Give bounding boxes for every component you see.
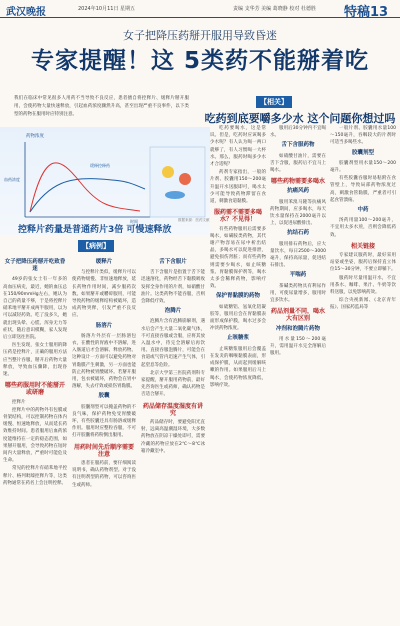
section-heading: 药品储存温度湿度有讲究 bbox=[142, 402, 203, 417]
pill-2 bbox=[179, 173, 191, 185]
body-paragraph: 汤药用量100～200毫升，不宜用太多水煎，否则会降低药效。 bbox=[330, 218, 396, 238]
section-heading: 哪些药物需要多喝水 bbox=[270, 178, 325, 186]
body-paragraph: 舌下含服片是指置于舌下能迅速溶化，药物经舌下黏膜吸收发挥全身作用的片剂，如硝酸甘油片。这类药物不能吞服，否则会降低疗效。 bbox=[141, 270, 205, 305]
body-paragraph: 药剂专家指出，一般的片剂、胶囊用150～200毫升温开水送服即可，喝水太少可能导致药物滞留在食道，刺激食道黏膜。 bbox=[210, 170, 266, 205]
subheading: 胶囊 bbox=[98, 393, 110, 400]
chart-top-label: 药物浓度 bbox=[26, 134, 44, 139]
body-paragraph: 服用后30分钟内不宜喝水。 bbox=[270, 126, 326, 139]
capsule-pill bbox=[165, 191, 185, 199]
case-tag: 【病例】 bbox=[78, 240, 114, 252]
section-heading: 相关链接 bbox=[350, 242, 375, 250]
body-paragraph: 胶囊剂型可以掩盖药物的不良气味，保护药物免受胃酸破坏，有些胶囊还具有肠溶或缓释作用。服用时应整粒吞服，不可打开胶囊将药粉倒出服用。 bbox=[72, 404, 136, 439]
body-paragraph: 49岁的张女士有一年多的高血压病史，最近，她的血压总在150/90mmHg左右，她认为自己的药量不够，于是将控释片硝苯地平掰开成两半服用，以为可以减轻药效。吃了没多久，她就出现头晕、心慌、浑身无力等症状，随后意识模糊，家人发现后立即送往医院。 bbox=[3, 277, 67, 341]
section-heading: 用药时间先后顺序需要注意 bbox=[73, 443, 134, 458]
column-5 bbox=[270, 125, 326, 621]
subheading: 女子把降压药掰开吃致昏迷 bbox=[4, 259, 66, 273]
body-paragraph: 服用苯溴马隆等抗痛风药物期间，应多喝水，每天饮水量保持在2000毫升以上，以促进尿酸排出。 bbox=[270, 199, 326, 227]
subheading: 平喘药 bbox=[289, 272, 307, 279]
column-1 bbox=[3, 256, 67, 621]
body-paragraph: 控释片中的药物外有包膜或骨架结构，可以控制药物在体内缓慢、恒速地释放，从而延长药效维持时间。患者服用后血药浓度能维持在一定的稳态范围，如果掰开服用，会导致药物在短时间内大量释放，严重时可能危及生命。 bbox=[3, 407, 67, 464]
editors-credit: 责编 支华芳 美编 葛晓静 校对 杜德胜 bbox=[233, 6, 316, 12]
body-paragraph: 服用排石药物后，应大量饮水，每日2500～3000毫升，保持高尿量，促进结石排出。 bbox=[270, 241, 326, 269]
column-2 bbox=[72, 256, 136, 621]
subheading: 冲剂和泡腾片药物 bbox=[275, 325, 320, 332]
chart-source: 数据来源：医药文献 bbox=[178, 218, 210, 222]
section-label: 特稿13 bbox=[344, 5, 389, 20]
subheading: 舌下含服药物 bbox=[281, 142, 315, 149]
body-paragraph: 控释片 bbox=[12, 399, 26, 405]
masthead bbox=[0, 0, 400, 18]
section-heading: 哪些药服用时不能掰开或研磨 bbox=[4, 382, 65, 397]
body-paragraph: 茶碱类药物具有利尿作用，可使尿量增多，服用时宜多饮水。 bbox=[270, 283, 326, 304]
controlled-release-curve bbox=[30, 179, 145, 212]
body-paragraph: 如硝酸甘油片，需要在舌下含服，服药后不宜马上喝水。 bbox=[270, 153, 326, 174]
section-heading: 药品剂量不同，喝水大有区别 bbox=[270, 308, 325, 323]
body-paragraph: 一般片剂、胶囊用水量100～150毫升，吞咽较大的片剂时可适当多喝些水。 bbox=[330, 126, 396, 146]
column-4 bbox=[210, 125, 266, 621]
body-paragraph: 用水量150～200毫升，需用温开水完全溶解后服用。 bbox=[270, 336, 326, 357]
column-3 bbox=[141, 256, 205, 621]
subheading: 抗痛风药 bbox=[286, 188, 309, 195]
subheading: 缓释片 bbox=[95, 259, 113, 265]
body-paragraph: 止咳糖浆服用后会覆盖在发炎的咽喉黏膜表面，形成保护膜，从而起到缓解咳嗽的作用。如果服用后马上喝水，会使药物浓度降低，影响疗效。 bbox=[210, 346, 266, 388]
right-article-title: 吃药到底要嚼多少水 这个问题你想过吗 bbox=[204, 112, 396, 125]
body-paragraph: 服药时尽量用温开水，不宜用茶水、咖啡、果汁、牛奶等饮料送服，以免影响药效。 bbox=[330, 275, 396, 296]
ordinary-tablet-curve bbox=[30, 163, 140, 212]
chart-legend: 缓释控释药 bbox=[90, 163, 110, 168]
body-paragraph: 吃药要喝水，这是常识。但是，吃药时应该喝多少水呢？有人认为喝一两口就够了，有人习惯喝一大杯水。那么，服药时喝多少水才合适呢？ bbox=[210, 126, 266, 168]
issue-date: 2024年10月11日 星期五 bbox=[78, 6, 136, 12]
section-heading: 服药需不需要多喝水？不见得！ bbox=[213, 209, 262, 224]
subheading: 中药 bbox=[357, 207, 369, 214]
body-paragraph: 常见的控释片有硝苯地平控释片、格列吡嗪控释片等，这类药物通常在药名上会注明控释。 bbox=[3, 466, 67, 486]
subheading: 保护胃黏膜的药物 bbox=[215, 293, 260, 300]
related-tag: 【相关】 bbox=[256, 96, 292, 108]
body-paragraph: 北京大学第三医院药剂科专家提醒，掰开服用药物前，最好先咨询医生或药师，确认药物是否适合掰开。 bbox=[141, 370, 205, 398]
subheading: 抗结石药 bbox=[286, 230, 309, 237]
body-paragraph: 如硫糖铝、氢氧化铝凝胶等，服用后会在胃黏膜表面形成保护膜，喝水过多会冲淡药物浓度。 bbox=[210, 304, 266, 332]
subheading: 肠溶片 bbox=[95, 322, 113, 329]
subheading: 舌下含服片 bbox=[159, 259, 187, 265]
body-paragraph: 专家建议服药时，最好采用站姿或坐姿，服药后保持直立体位15～30分钟，不要立即躺下。 bbox=[330, 253, 396, 273]
column-6 bbox=[330, 125, 396, 621]
article-headline: 专家提醒！这 5类药不能掰着吃 bbox=[30, 48, 369, 74]
newspaper-name: 武汉晚报 bbox=[6, 7, 46, 18]
body-paragraph: 患者在服药前，要仔细阅读说明书，确认药物剂型。对于没有注明剂型的药物，可以咨询医生或药师。 bbox=[72, 461, 136, 488]
body-paragraph: 与控释片类似，缓释片可以使药物缓慢、非恒速地释放，延长药物作用时间，减少服药次数。如果掰开或嚼碎服用，可能导致药物的缓释结构被破坏，造成药物突释，引发严重不良反应。 bbox=[72, 270, 136, 319]
subheading: 泡腾片 bbox=[164, 308, 182, 315]
pill-box-picture bbox=[150, 147, 205, 217]
chart-caption: 控释片药量是普通药片3倍 可慢速释放 bbox=[18, 225, 172, 235]
body-paragraph: 肠溶片外层有一层肠溶包衣，在酸性的胃液中不溶解，进入肠道后才会溶解、释放药物。这种设计一方面可以避免药物对胃黏膜产生刺激，另一方面也能防止药物被胃酸破坏。若掰开服用，包衣被破坏，药物会在胃中溶解，失去疗效或损伤胃黏膜。 bbox=[72, 333, 136, 390]
pill-1 bbox=[162, 166, 174, 178]
article-lead: 我们在临床中常见很多人用药不当导致不良反应，患者擅自将控释片、缓释片掰开服用，会使药物大量快速释放，引起血药浓度骤然升高，甚至出现严重不良事件，以下类型的药物在服用时应特别注意。 bbox=[14, 96, 189, 117]
body-paragraph: 药品储存时，要避免阳光直射，远离高温潮湿环境，大多数药物放在阴凉干燥处即可，需要冷藏的药物应放在2℃～8℃冰箱冷藏室中。 bbox=[141, 420, 205, 454]
body-paragraph: 有些药物服用后需要多喝水，如磺胺类药物，其代谢产物容易在尿中析出结晶，多喝水可以促进排泄，避免损伤肾脏；而有些药物则需要少喝水，如止咳糖浆、胃黏膜保护剂等，喝水太多会稀释药物，影响疗效。 bbox=[210, 226, 266, 290]
body-paragraph: 有些胶囊吞服时易粘附在食管壁上，导致局部药物浓度过高，刺激食管黏膜，严重者可引起食管溃疡。 bbox=[330, 176, 396, 203]
article-kicker: 女子把降压药掰开服用导致昏迷 bbox=[123, 29, 277, 42]
chart-x-label: 时间 bbox=[130, 219, 138, 224]
body-paragraph: 泡腾片含有泡腾崩解剂，遇水后会产生大量二氧化碳气体，不可直接吞服或含服，应将其放入温水中，待完全溶解后再饮用。直接吞服泡腾片，可能会在食道或气管内迅速产生气体，引起窒息等危险。 bbox=[141, 319, 205, 368]
subheading: 止咳糖浆 bbox=[226, 335, 249, 342]
chart-y-label: 血药浓度 bbox=[4, 177, 20, 182]
body-paragraph: 胶囊剂型用水量150～200毫升。 bbox=[330, 160, 396, 174]
subheading: 胶囊剂型 bbox=[351, 149, 374, 156]
body-paragraph: 综合央视新闻、《北京青年报》、国家药监局等 bbox=[330, 298, 396, 311]
body-paragraph: 医生发现，张女士服用的降压药是控释片，正确的服用方法应当整片吞服，掰开后药物大量释放，导致血压骤降，出现昏迷。 bbox=[3, 343, 67, 378]
